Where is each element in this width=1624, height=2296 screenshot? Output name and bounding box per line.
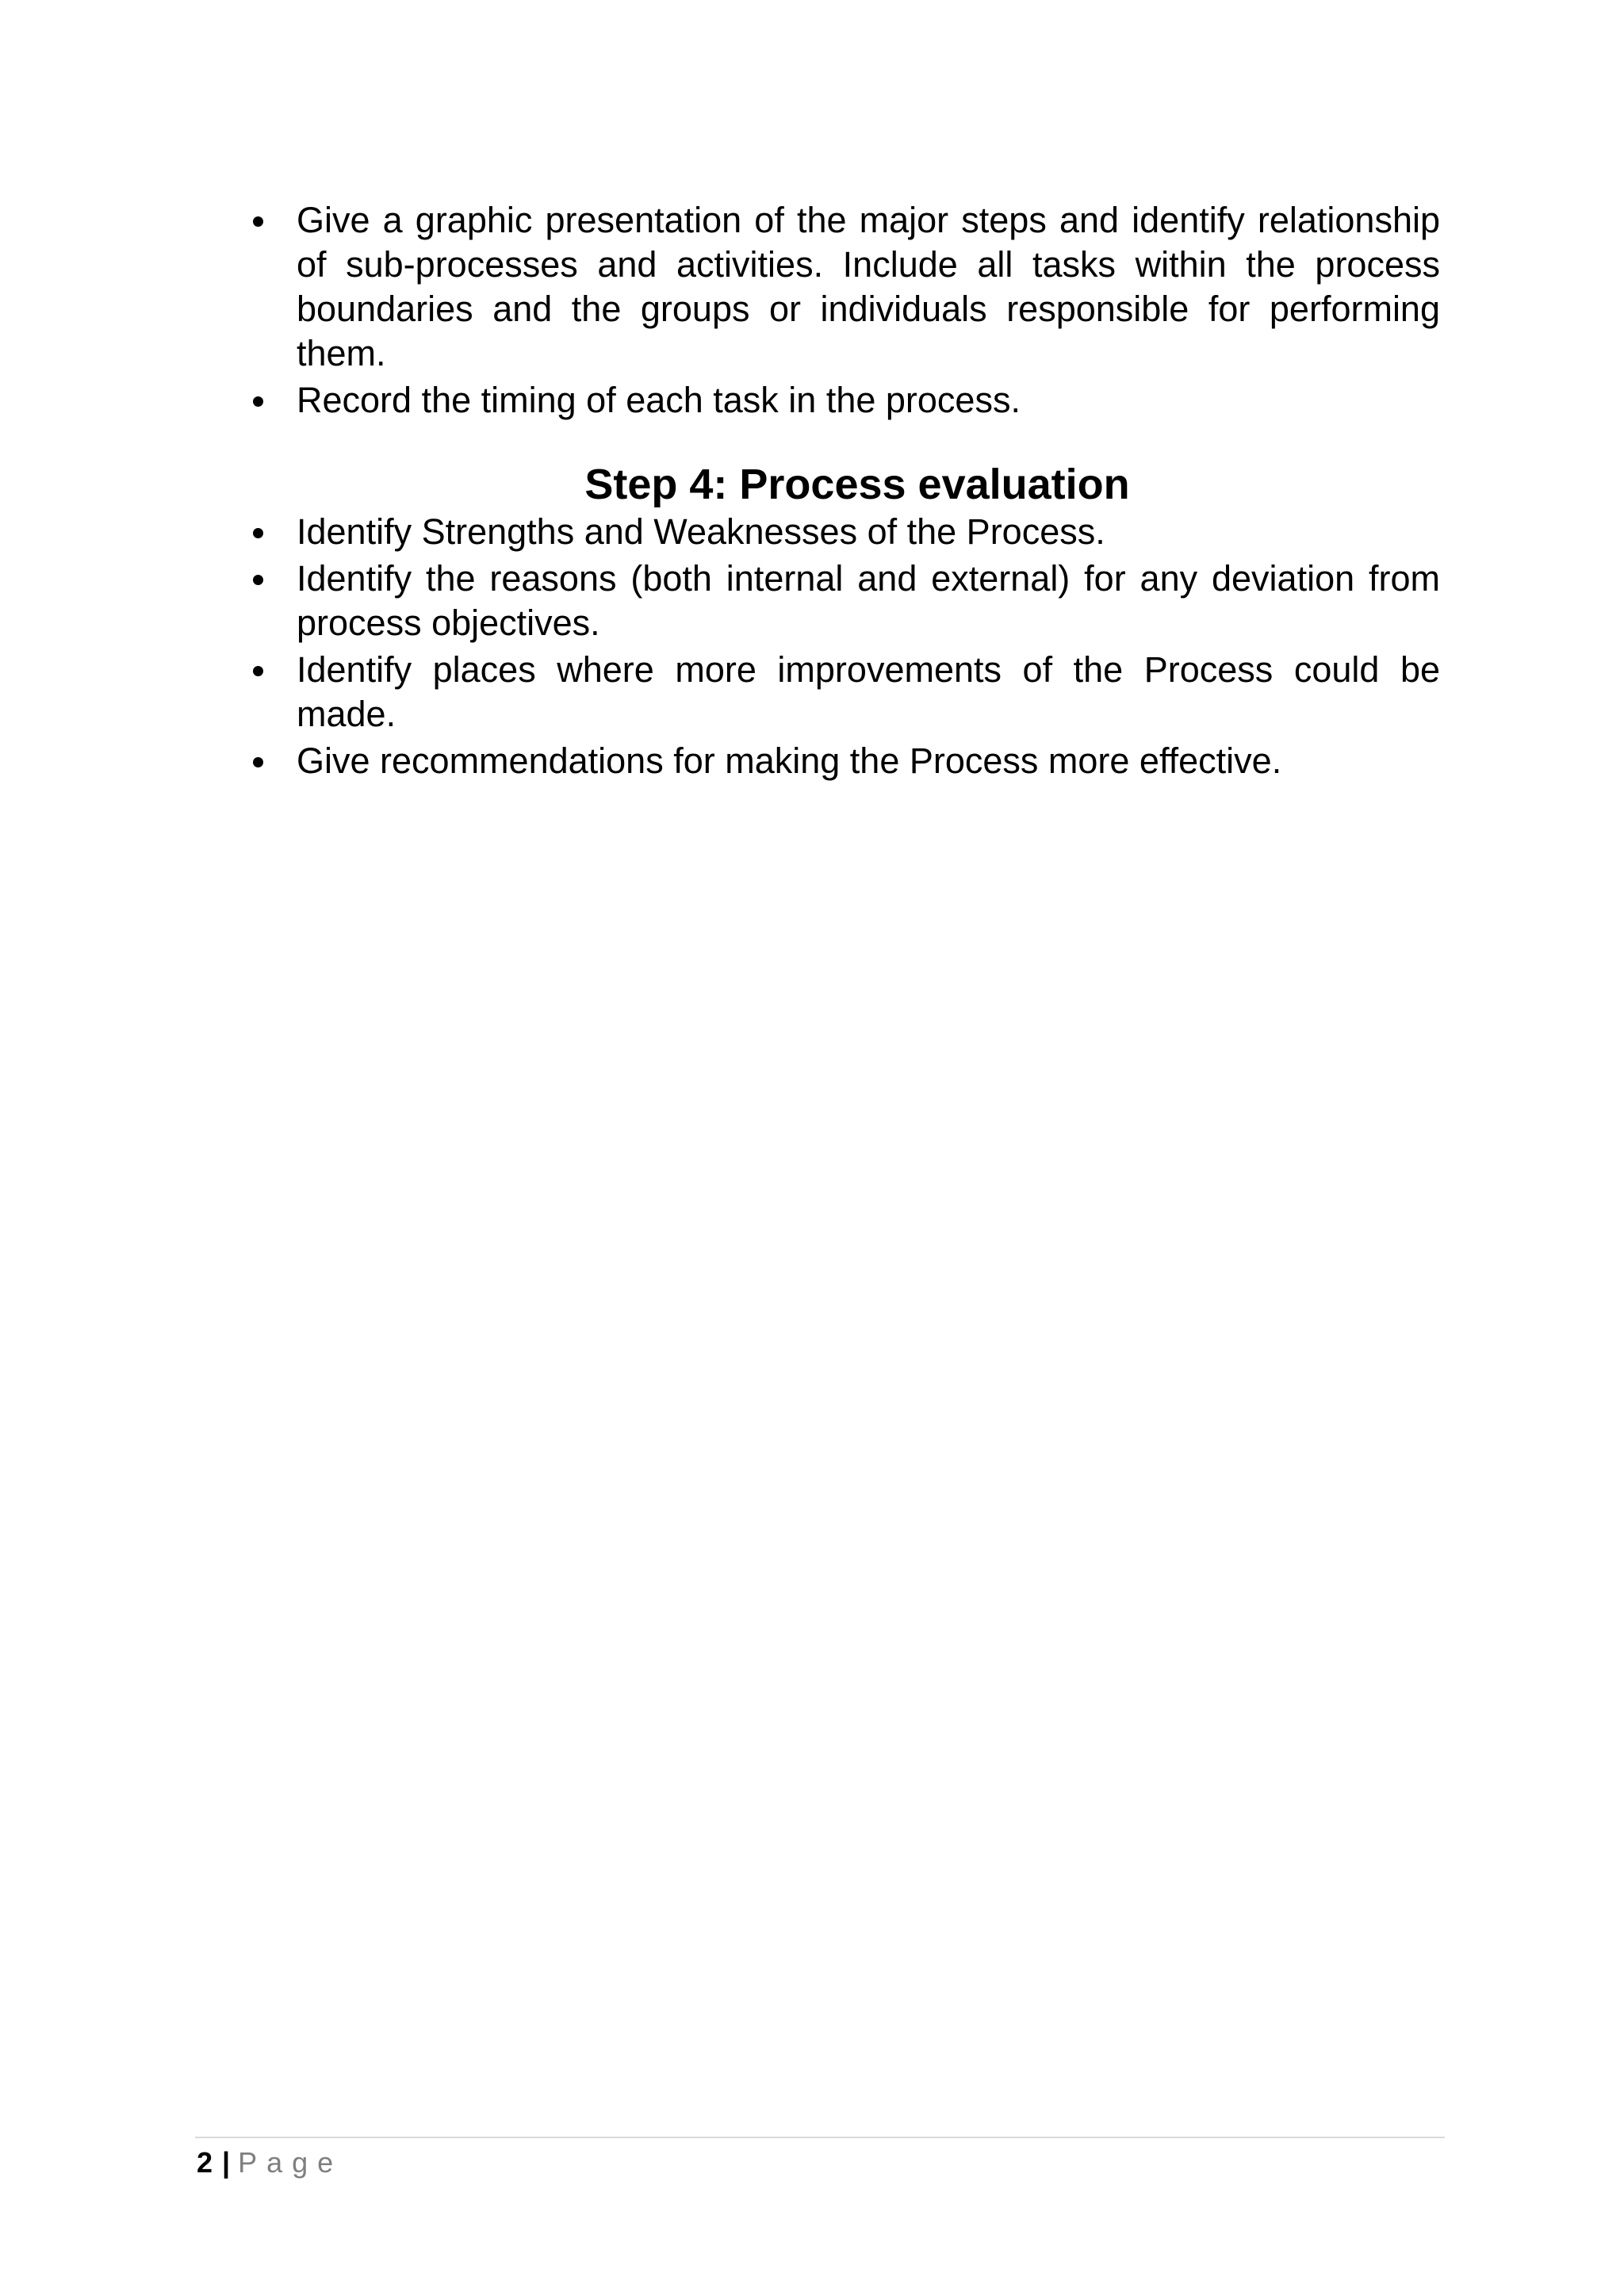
list-item: Give a graphic presentation of the major steps and identify relationship of sub-processes and activities. Include all tasks within the process boundaries and the groups or individuals responsible for performing them. [243,198,1440,376]
page-footer [197,2144,343,2182]
page-label: Page [238,2146,343,2179]
page-content [243,198,1440,783]
section-heading: Step 4: Process evaluation [584,461,1130,508]
evaluation-bullet-list [243,510,1440,783]
list-item: Give recommendations for making the Process more effective. [243,739,1440,783]
list-item: Identify places where more improvements of the Process could be made. [243,648,1440,737]
task-bullet-list [243,198,1440,423]
footer-divider [195,2137,1445,2138]
list-item: Identify the reasons (both internal and external) for any deviation from process objectives. [243,557,1440,645]
list-item: Identify Strengths and Weaknesses of the Process. [243,510,1440,554]
footer-separator: | [222,2146,231,2179]
list-item: Record the timing of each task in the process. [243,378,1440,423]
page-number: 2 [197,2146,213,2179]
